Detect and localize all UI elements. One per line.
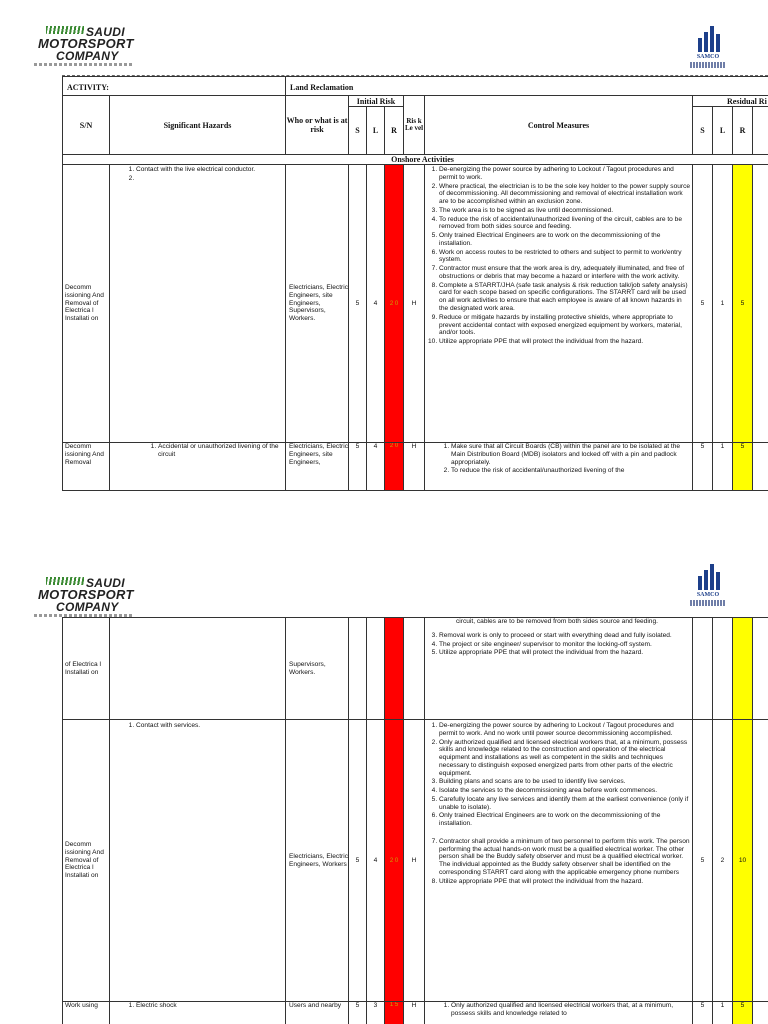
row-sn: Decomm issioning And Removal of Electrica l Installati on [63, 165, 110, 443]
col-sn: S/N [63, 96, 110, 155]
col-res-l: L [713, 107, 733, 155]
risk-table-page-1 [62, 76, 768, 491]
row-s: 5 [349, 165, 367, 443]
row-r: 1 5 [385, 1002, 404, 1024]
table-row [63, 165, 768, 443]
row-res-l: 2 [713, 720, 733, 1002]
saudi-motorsport-logo: SAUDI MOTORSPORT COMPANY [34, 25, 134, 73]
table-row [63, 720, 768, 1002]
saudi-motorsport-logo: SAUDI MOTORSPORT COMPANY [34, 576, 134, 624]
col-risk-level: Ris k Le vel [404, 96, 425, 155]
risk-table-page-2 [62, 617, 768, 1024]
row-res-s: 5 [693, 720, 713, 1002]
samco-logo: SAMCO [688, 26, 728, 74]
row-s: 5 [349, 443, 367, 491]
row-l: 4 [367, 443, 385, 491]
row-hazards [110, 618, 286, 720]
row-level: H [404, 165, 425, 443]
row-s: 5 [349, 1002, 367, 1024]
table-row [63, 1002, 768, 1024]
row-controls: 1. Only authorized qualified and licensed electrical workers that, at a minimum, possess skills and knowledge related to [425, 1002, 693, 1024]
row-who: Electricians, Electric Engineers, Workers [286, 720, 349, 1002]
row-sn: Decomm issioning And Removal [63, 443, 110, 491]
row-controls: circuit, cables are to be removed from both sides source and feeding. 3. Removal work is only to proceed or start with everything dead and fully isolated. 4. The project or site engineer/ supervisor to monitor the locking-off system. 5. Utilize appropriate PPE that will protect the individual from the hazard. [425, 618, 693, 720]
row-res-l: 1 [713, 443, 733, 491]
row-controls: 1. De-energizing the power source by adhering to Lockout / Tagout procedures and permit to work. And no work until power source decommissioning accomplished. 2. Only authorized qualified and licensed electrical workers that, at a minimum, possess skills and knowledge related to the construction and operation of the electrical equipment and installations as well as competent in the skills and techniques necessary to distinguish exposed energized parts from other parts of the electric equipment. 3. Building plans and scans are to be used to identify live services. 4. Isolate the services to the decommissioning area before work commences. 5. Carefully locate any live services and identify them at the earliest convenience (only if unable to isolate). 6. Only trained Electrical Engineers are to work on the decommissioning of the installation. 7. Contractor shall provide a minimum of two personnel to perform this work. The person performing the actual hands-on work must be a qualified electrical worker. The other person shall be the Buddy safety observer and must be a qualified electrical worker. The individual appointed as the Buddy safety observer shall be identified on the corresponding STARRT card along with the applicable emergency phone numbers 8. Utilize appropriate PPE that will protect the individual from the hazard. [425, 720, 693, 1002]
row-res-s: 5 [693, 165, 713, 443]
col-hazards: Significant Hazards [110, 96, 286, 155]
row-res-r: 5 [733, 443, 753, 491]
row-who: Users and nearby [286, 1002, 349, 1024]
row-controls: 1. Make sure that all Circuit Boards (CB) within the panel are to be isolated at the Main Distribution Board (MDB) isolators and locked off with a pin and padlock appropriately. 2. To reduce the risk of accidental/unauthorized livening of the [425, 443, 693, 491]
table-row [63, 443, 768, 491]
col-res-r: R [733, 107, 753, 155]
col-initial-risk: Initial Risk [349, 96, 404, 107]
row-who: Supervisors, Workers. [286, 618, 349, 720]
row-res-s: 5 [693, 443, 713, 491]
row-l: 4 [367, 165, 385, 443]
row-s: 5 [349, 720, 367, 1002]
row-res-l: 1 [713, 1002, 733, 1024]
page-1 [0, 0, 768, 500]
page-2 [0, 560, 768, 1024]
row-hazards: 1. Electric shock [110, 1002, 286, 1024]
row-l: 3 [367, 1002, 385, 1024]
row-r: 2 0 [385, 443, 404, 491]
row-r: 2 0 [385, 720, 404, 1002]
row-controls: 1. De-energizing the power source by adhering to Lockout / Tagout procedures and permit to work. 2. Where practical, the electrician is to be the sole key holder to the power supply source of decommissioning. All decommissioning and removal of electrical installation work are to be accomplished within an exclusion zone. 3. The work area is to be signed as live until decommissioned. 4. To reduce the risk of accidental/unauthorized livening of the circuit, cables are to be removed from both sides source and feeding. 5. Only trained Electrical Engineers are to work on the decommissioning of the installation. 6. Work on access routes to be restricted to others and subject to permit to work/entry system. 7. Contractor must ensure that the work area is dry, adequately illuminated, and free of obstructions or debris that may become a hazard or interfere with the work activity. 8. Complete a STARRT/JHA (safe task analysis & risk reduction talk/job safety analysis) card for each scope based on specific configurations. The STARRT card will be used on all work activities to ensure that each employee is aware of all known hazards in the designated work area. 9. Reduce or mitigate hazards by installing protective shields, where appropriate to prevent accidental contact with exposed energized equipment by workers, material, and/or tools. 10. Utilize appropriate PPE that will protect the individual from the hazard. [425, 165, 693, 443]
row-who: Electricians, Electric Engineers, site Engineers, Supervisors, Workers. [286, 165, 349, 443]
row-level: H [404, 1002, 425, 1024]
col-r: R [385, 107, 404, 155]
col-who: Who or what is at risk [286, 96, 349, 155]
row-hazards: 1. Contact with the live electrical conductor. 2. [110, 165, 286, 443]
row-res-r: 10 [733, 720, 753, 1002]
row-who: Electricians, Electric Engineers, site Engineers, [286, 443, 349, 491]
row-sn: Work using [63, 1002, 110, 1024]
row-level: H [404, 720, 425, 1002]
row-sn: Decomm issioning And Removal of Electrica l Installati on [63, 720, 110, 1002]
table-row [63, 618, 768, 720]
row-sn: of Electrica l Installati on [63, 618, 110, 720]
col-res-extra [753, 107, 768, 155]
col-residual-risk: Residual Ri [693, 96, 768, 107]
samco-logo: SAMCO [688, 564, 728, 612]
row-res-r: 5 [733, 1002, 753, 1024]
activity-label: ACTIVITY: [63, 77, 286, 96]
col-s: S [349, 107, 367, 155]
col-res-s: S [693, 107, 713, 155]
activity-value: Land Reclamation [286, 77, 768, 96]
row-res-l: 1 [713, 165, 733, 443]
col-l: L [367, 107, 385, 155]
row-l: 4 [367, 720, 385, 1002]
row-hazards: 1. Contact with services. [110, 720, 286, 1002]
row-level: H [404, 443, 425, 491]
section-title: Onshore Activities [63, 155, 768, 165]
col-controls: Control Measures [425, 96, 693, 155]
row-r: 2 0 [385, 165, 404, 443]
row-r [385, 618, 404, 720]
row-hazards: 1. Accidental or unauthorized livening of the circuit [110, 443, 286, 491]
row-res-r: 5 [733, 165, 753, 443]
row-res-s: 5 [693, 1002, 713, 1024]
row-res-r [733, 618, 753, 720]
